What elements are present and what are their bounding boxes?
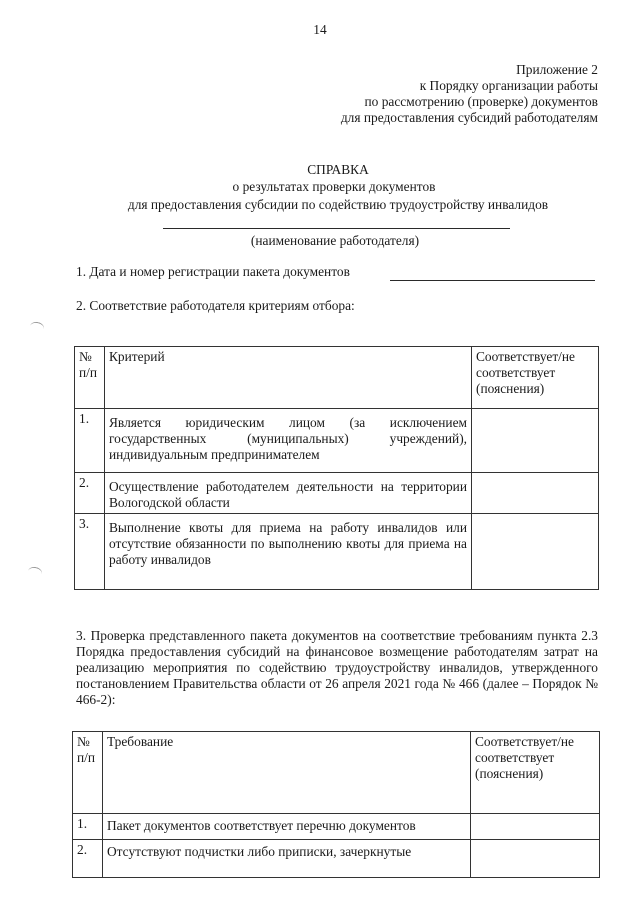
header-num: № п/п (75, 347, 105, 409)
document-subtitle-2: для предоставления субсидии по содействию трудоустройству инвалидов (127, 197, 549, 212)
employer-caption: (наименование работодателя) (250, 233, 420, 248)
row-criterion: Осуществление работодателем деятельности на территории Вологодской области (105, 473, 472, 514)
table-row (75, 409, 599, 473)
row-num: 2. (73, 840, 103, 878)
table-row (73, 840, 600, 878)
scan-mark (29, 321, 45, 335)
scan-mark-2 (27, 566, 43, 580)
appendix-line: к Порядку организации работы (419, 78, 598, 93)
row-compliance (471, 814, 600, 840)
row-criterion: Является юридическим лицом (за исключением государственных (муниципальных) учреждений), индивидуальным предпринимателем (105, 409, 472, 473)
row-num: 2. (75, 473, 105, 514)
appendix-line: для предоставления субсидий работодателям (340, 110, 598, 125)
appendix-line: Приложение 2 (516, 62, 598, 77)
row-compliance (472, 514, 599, 590)
row-requirement: Пакет документов соответствует перечню документов (103, 814, 471, 840)
row-compliance (472, 409, 599, 473)
appendix-block (341, 62, 598, 126)
page-number: 14 (313, 22, 327, 37)
header-requirement: Требование (103, 732, 471, 814)
criteria-item: 2. Соответствие работодателя критериям отбора: (76, 298, 355, 313)
table-header-row (73, 732, 600, 814)
appendix-line: по рассмотрению (проверке) документов (364, 94, 598, 109)
requirements-table (72, 731, 600, 878)
table-header-row (75, 347, 599, 409)
document-subtitle: о результатах проверки документов (232, 179, 436, 194)
row-num: 1. (75, 409, 105, 473)
employer-name-line (163, 228, 510, 229)
row-criterion: Выполнение квоты для приема на работу инвалидов или отсутствие обязанности по выполнению квоты для приема на работу инвалидов (105, 514, 472, 590)
registration-item: 1. Дата и номер регистрации пакета документов (76, 264, 350, 279)
row-compliance (472, 473, 599, 514)
verification-item (76, 628, 598, 708)
table-row (75, 473, 599, 514)
criteria-table (74, 346, 599, 590)
header-compliance: Соответствует/не соответствует (пояснения) (471, 732, 600, 814)
header-compliance: Соответствует/не соответствует (пояснения) (472, 347, 599, 409)
header-num: № п/п (73, 732, 103, 814)
document-title: СПРАВКА (307, 162, 369, 177)
row-requirement: Отсутствуют подчистки либо приписки, зачеркнутые (103, 840, 471, 878)
row-compliance (471, 840, 600, 878)
table-row (73, 814, 600, 840)
header-criterion: Критерий (105, 347, 472, 409)
registration-blank-line (390, 280, 595, 281)
row-num: 3. (75, 514, 105, 590)
row-num: 1. (73, 814, 103, 840)
table-row (75, 514, 599, 590)
verification-text: 3. Проверка представленного пакета документов на соответствие требованиям пункта 2.3 Порядка предоставления субсидий на финансовое возмещение работодателям затрат на реализацию мероприятия по содействию трудоустройству инвалидов, утвержденного постановлением Правительства области от 26 апреля 2021 года № 466 (далее – Порядок № 466-2): (76, 628, 598, 707)
